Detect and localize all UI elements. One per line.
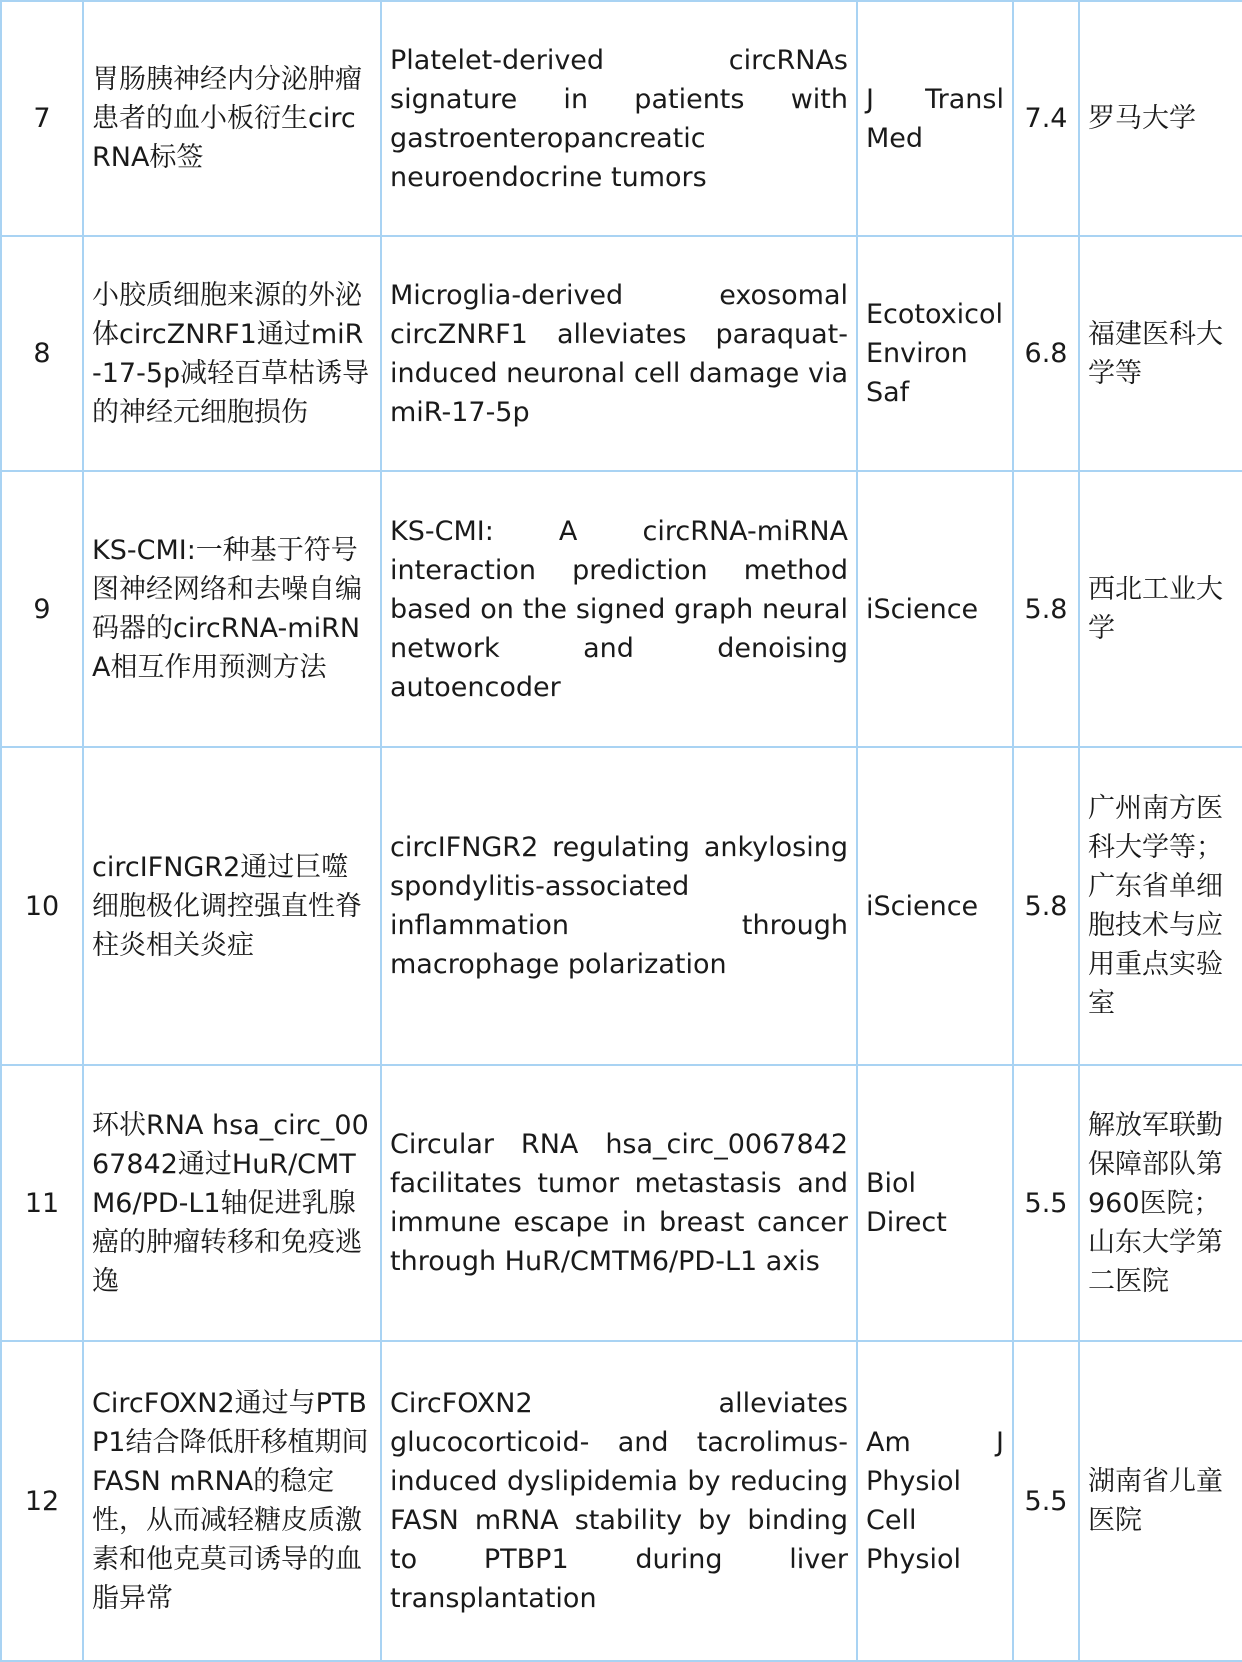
row-index: 7 — [1, 1, 83, 236]
institution: 罗马大学 — [1079, 1, 1242, 236]
title-en: CircFOXN2 alleviates glucocorticoid- and tacrolimus-induced dyslipidemia by reducing FASN mRNA stability by binding to PTBP1 during liver transplantation — [381, 1341, 857, 1661]
row-index: 9 — [1, 471, 83, 747]
table-row — [1, 471, 1242, 747]
title-cn: 小胶质细胞来源的外泌体circZNRF1通过miR-17-5p减轻百草枯诱导的神经元细胞损伤 — [83, 236, 381, 471]
row-index: 12 — [1, 1341, 83, 1661]
title-en: KS-CMI: A circRNA-miRNA interaction prediction method based on the signed graph neural network and denoising autoencoder — [381, 471, 857, 747]
title-en: Platelet-derived circRNAs signature in patients with gastroenteropancreatic neuroendocrine tumors — [381, 1, 857, 236]
journal: J Transl Med — [857, 1, 1013, 236]
table-row — [1, 1, 1242, 236]
institution: 西北工业大学 — [1079, 471, 1242, 747]
title-cn: KS-CMI:一种基于符号图神经网络和去噪自编码器的circRNA-miRNA相互作用预测方法 — [83, 471, 381, 747]
impact-factor: 5.5 — [1013, 1065, 1079, 1341]
title-en: Microglia-derived exosomal circZNRF1 alleviates paraquat-induced neuronal cell damage via miR-17-5p — [381, 236, 857, 471]
title-cn: CircFOXN2通过与PTBP1结合降低肝移植期间FASN mRNA的稳定性，从而减轻糖皮质激素和他克莫司诱导的血脂异常 — [83, 1341, 381, 1661]
impact-factor: 5.5 — [1013, 1341, 1079, 1661]
institution: 湖南省儿童医院 — [1079, 1341, 1242, 1661]
table-row — [1, 1341, 1242, 1661]
journal: Biol Direct — [857, 1065, 1013, 1341]
table-row — [1, 1065, 1242, 1341]
journal: iScience — [857, 471, 1013, 747]
row-index: 10 — [1, 747, 83, 1065]
institution: 解放军联勤保障部队第960医院；山东大学第二医院 — [1079, 1065, 1242, 1341]
impact-factor: 6.8 — [1013, 236, 1079, 471]
title-cn: 胃肠胰神经内分泌肿瘤患者的血小板衍生circRNA标签 — [83, 1, 381, 236]
institution: 福建医科大学等 — [1079, 236, 1242, 471]
impact-factor: 5.8 — [1013, 471, 1079, 747]
journal: Am J Physiol Cell Physiol — [857, 1341, 1013, 1661]
table-row — [1, 236, 1242, 471]
title-en: Circular RNA hsa_circ_0067842 facilitates tumor metastasis and immune escape in breast cancer through HuR/CMTM6/PD-L1 axis — [381, 1065, 857, 1341]
title-cn: 环状RNA hsa_circ_0067842通过HuR/CMTM6/PD-L1轴促进乳腺癌的肿瘤转移和免疫逃逸 — [83, 1065, 381, 1341]
row-index: 11 — [1, 1065, 83, 1341]
row-index: 8 — [1, 236, 83, 471]
journal: iScience — [857, 747, 1013, 1065]
journal: Ecotoxicol Environ Saf — [857, 236, 1013, 471]
title-cn: circIFNGR2通过巨噬细胞极化调控强直性脊柱炎相关炎症 — [83, 747, 381, 1065]
table-row — [1, 747, 1242, 1065]
impact-factor: 7.4 — [1013, 1, 1079, 236]
institution: 广州南方医科大学等；广东省单细胞技术与应用重点实验室 — [1079, 747, 1242, 1065]
impact-factor: 5.8 — [1013, 747, 1079, 1065]
title-en: circIFNGR2 regulating ankylosing spondylitis-associated inflammation through macrophage polarization — [381, 747, 857, 1065]
